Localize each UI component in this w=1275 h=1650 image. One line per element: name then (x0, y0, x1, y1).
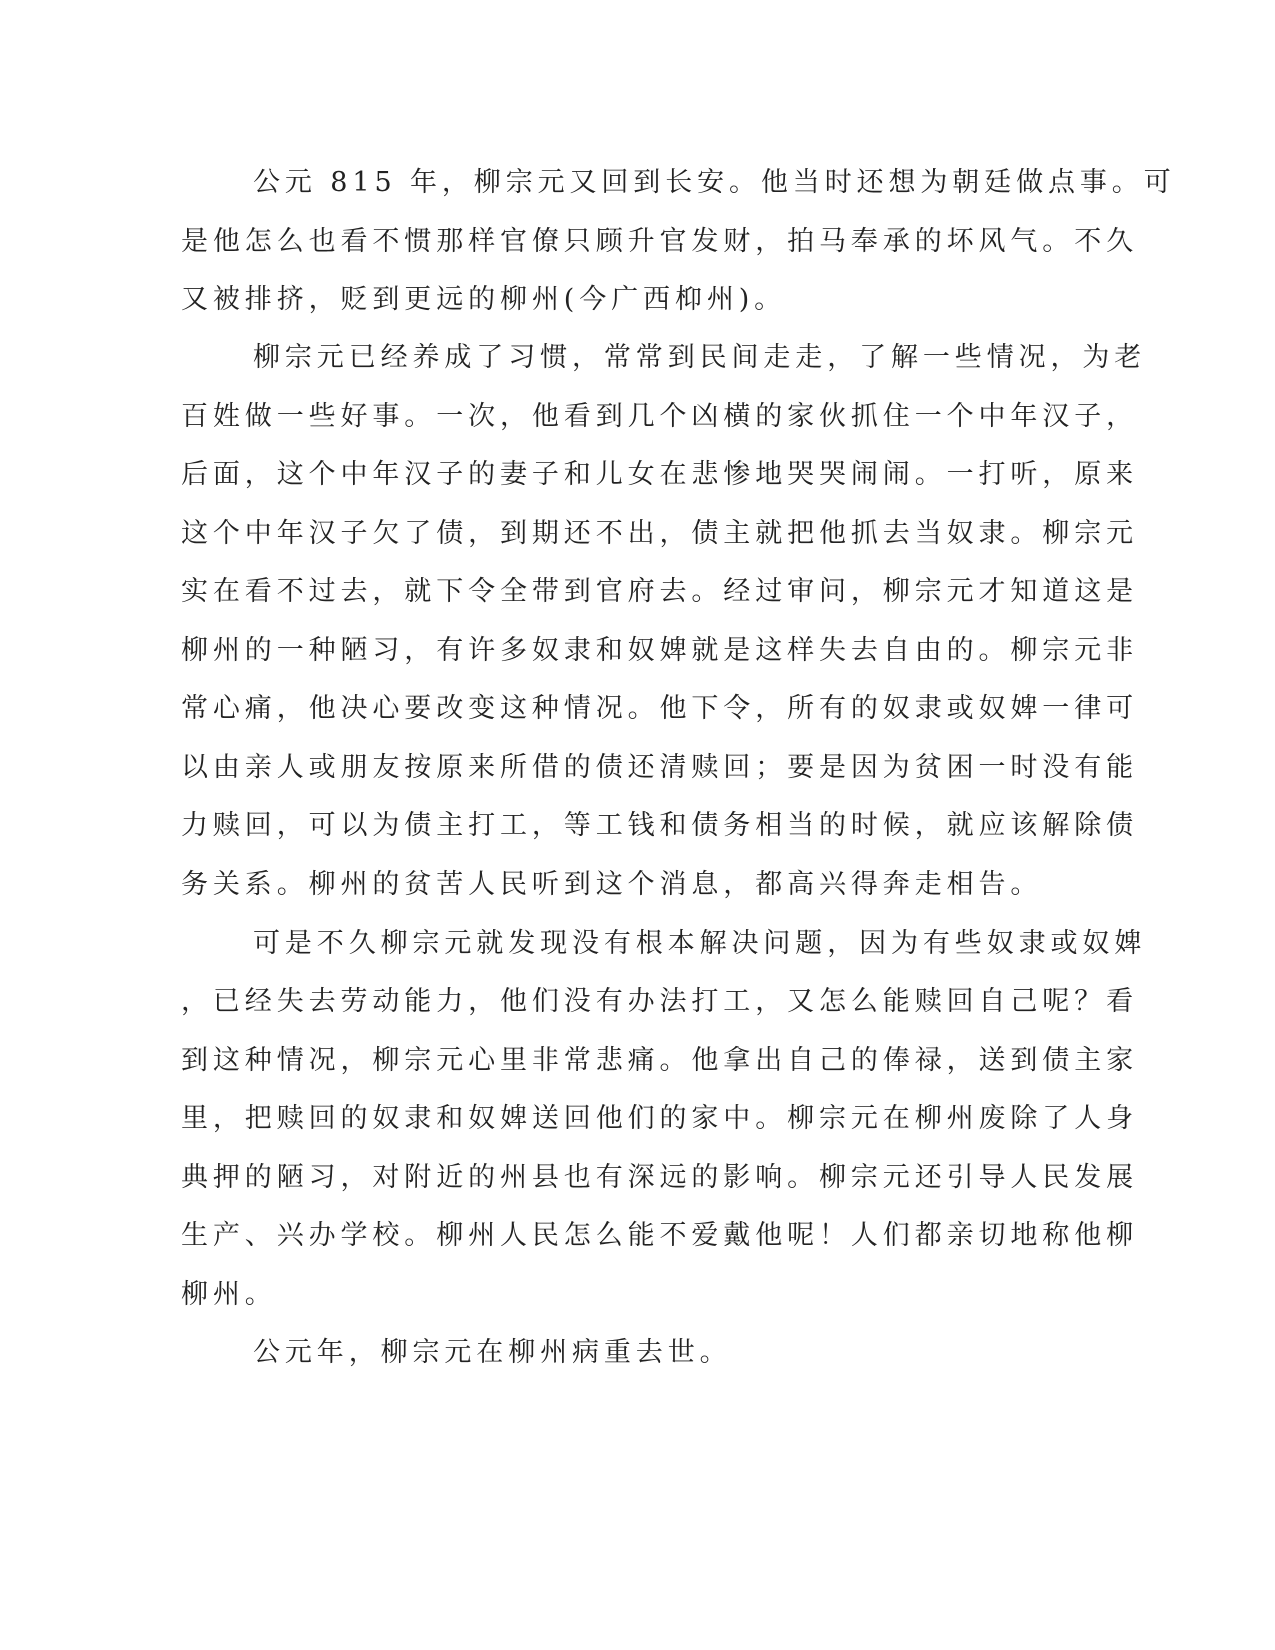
text-line: 可是不久柳宗元就发现没有根本解决问题，因为有些奴隶或奴婢 (253, 928, 1147, 959)
text-line: 生产、兴办学校。柳州人民怎么能不爱戴他呢！人们都亲切地称他柳 (181, 1220, 1138, 1251)
text-line: 柳州。 (181, 1279, 277, 1310)
text-line: ，已经失去劳动能力，他们没有办法打工，又怎么能赎回自己呢？看 (181, 986, 1138, 1017)
text-line: 典押的陋习，对附近的州县也有深远的影响。柳宗元还引导人民发展 (181, 1162, 1138, 1193)
text-line: 到这种情况，柳宗元心里非常悲痛。他拿出自己的俸禄，送到债主家 (181, 1045, 1138, 1076)
text-line: 后面，这个中年汉子的妻子和儿女在悲惨地哭哭闹闹。一打听，原来 (181, 459, 1138, 490)
text-line: 柳宗元已经养成了习惯，常常到民间走走，了解一些情况，为老 (253, 342, 1147, 373)
text-line: 务关系。柳州的贫苦人民听到这个消息，都高兴得奔走相告。 (181, 869, 1043, 900)
text-line: 以由亲人或朋友按原来所借的债还清赎回；要是因为贫困一时没有能 (181, 752, 1138, 783)
text-line: 公元年，柳宗元在柳州病重去世。 (253, 1337, 732, 1368)
text-line: 实在看不过去，就下令全带到官府去。经过审问，柳宗元才知道这是 (181, 576, 1138, 607)
text-line: 百姓做一些好事。一次，他看到几个凶横的家伙抓住一个中年汉子， (181, 401, 1138, 432)
text-line: 这个中年汉子欠了债，到期还不出，债主就把他抓去当奴隶。柳宗元 (181, 518, 1138, 549)
text-line: 常心痛，他决心要改变这种情况。他下令，所有的奴隶或奴婢一律可 (181, 693, 1138, 724)
text-line: 是他怎么也看不惯那样官僚只顾升官发财，拍马奉承的坏风气。不久 (181, 226, 1138, 257)
text-line: 又被排挤，贬到更远的柳州(今广西枊州)。 (181, 284, 787, 315)
text-line: 力赎回，可以为债主打工，等工钱和债务相当的时候，就应该解除债 (181, 810, 1138, 841)
text-line: 里，把赎回的奴隶和奴婢送回他们的家中。柳宗元在柳州废除了人身 (181, 1103, 1138, 1134)
text-line: 公元 815 年，柳宗元又回到长安。他当时还想为朝廷做点事。可 (253, 167, 1176, 198)
text-line: 柳州的一种陋习，有许多奴隶和奴婢就是这样失去自由的。柳宗元非 (181, 635, 1138, 666)
